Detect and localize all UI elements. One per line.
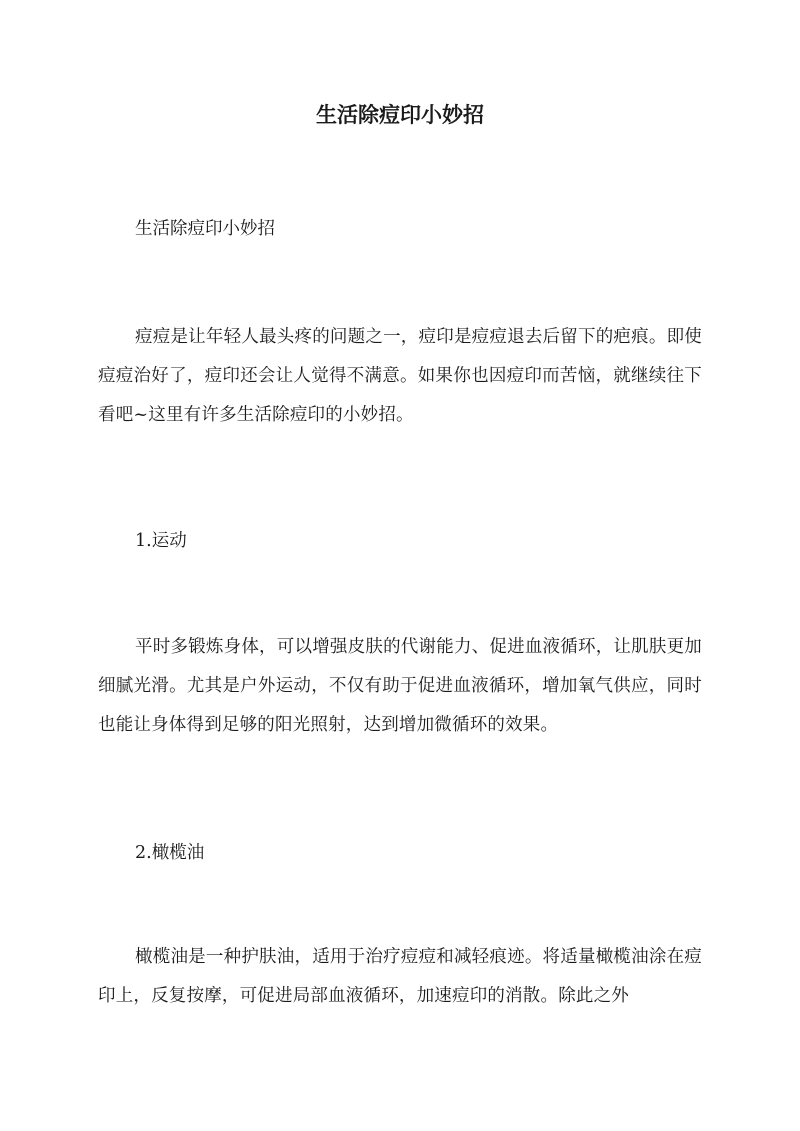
- document-subtitle: 生活除痘印小妙招: [135, 219, 275, 239]
- intro-paragraph: 痘痘是让年轻人最头疼的问题之一，痘印是痘痘退去后留下的疤痕。即使痘痘治好了，痘印还会让人觉得不满意。如果你也因痘印而苦恼，就继续往下看吧~这里有许多生活除痘印的小妙招。: [98, 327, 702, 425]
- section-heading-exercise: 1.运动: [135, 531, 187, 551]
- section-body-exercise: 平时多锻炼身体，可以增强皮肤的代谢能力、促进血液循环，让肌肤更加细腻光滑。尤其是户外运动，不仅有助于促进血液循环，增加氧气供应，同时也能让身体得到足够的阳光照射，达到增加微循环的效果。: [98, 637, 702, 735]
- document-title: 生活除痘印小妙招: [316, 102, 484, 127]
- section-body-olive-oil: 橄榄油是一种护肤油，适用于治疗痘痘和减轻痕迹。将适量橄榄油涂在痘印上，反复按摩，可促进局部血液循环，加速痘印的消散。除此之外: [98, 947, 702, 1006]
- section-heading-olive-oil: 2.橄榄油: [135, 843, 205, 863]
